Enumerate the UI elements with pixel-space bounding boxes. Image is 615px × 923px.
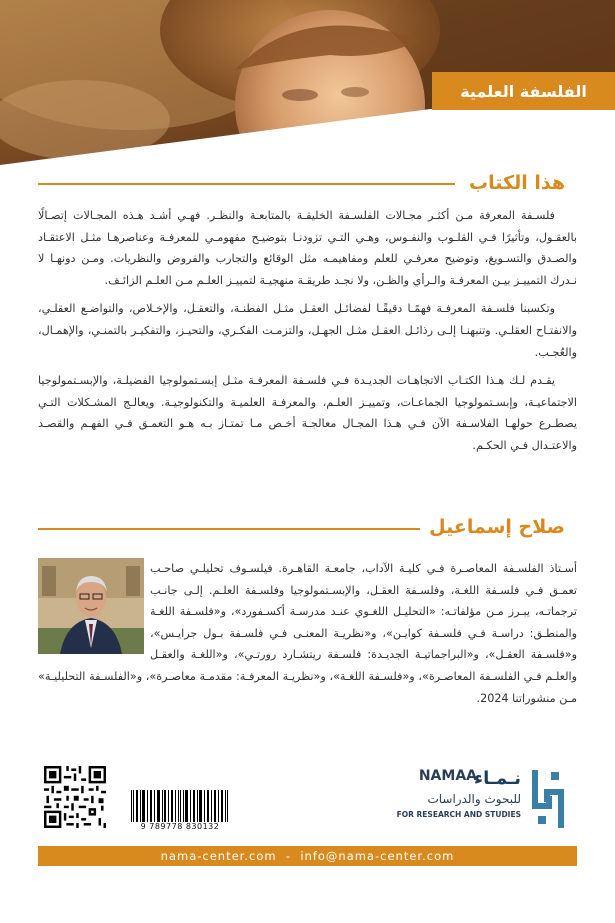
author-title-rule bbox=[38, 528, 420, 530]
namaa-logo-icon bbox=[529, 766, 567, 832]
about-text bbox=[38, 205, 577, 464]
publisher-subtitle-en: FOR RESEARCH AND STUDIES bbox=[396, 810, 521, 819]
qr-code bbox=[44, 766, 106, 828]
publisher-subtitle-ar: للبحوث والدراسات bbox=[427, 792, 521, 806]
publisher-name-ar: نـمـاء bbox=[473, 768, 521, 789]
author-name: صلاح إسماعيل bbox=[429, 516, 565, 538]
about-title-rule bbox=[38, 183, 455, 185]
footer-contact-bar bbox=[38, 846, 577, 866]
about-paragraph: فلسـفة المعرفة مـن أكثـر مجـالات الفلسـفة الخليقـة بالمتابعـة والنظـر. فهـي أشـد هـذه المجـالات إتصـالًا بالعقـول، وتأثيرًا فـي القلـوب والنفـوس، وهـي التـي تزودنـا بتوضيـح مفهومـي للمعرفـة وعناصرهـا مثـل الاعتقـاد والصـدق والتسـويغ، وتوضيح معرفـي للعلم ومفاهيمـه مثل الوقائع والتجارب والفروض والنظريات. ومـن دونهـا لا نـدرك التمييـز بيـن المعرفـة والـرأي والظـن، ولا نجـد طريقـة منهجيـة لتمييـز العلـم مـن العلـم الزائـف. bbox=[38, 209, 577, 287]
about-paragraph: وتكسبنا فلسـفة المعرفـة فهمًـا دقيقًـا لفضائـل العقـل مثـل الفطنـة، والتعقـل، والإخـلاص، والتواضـع العقلـي، والانفتـاح العقلـي. وتنبهنـا إلـى رذائـل العقـل مثـل الجهـل، والتزمـت الفكـري، والتحيـز، والتفكيـر بالتمنـي، والإهمـال، والعُجـب. bbox=[38, 302, 577, 359]
series-label: الفلسفة العلمية bbox=[432, 72, 615, 110]
author-bio-text: أسـتاذ الفلسـفة المعاصـرة فـي كليـة الآداب، جامعـة القاهـرة. فيلسـوف تحليلـي صاحـب تعمـق فـي فلسـفة اللغـة، وفلسـفة العقـل، والإبسـتمولوجيا وفلسـفة العلـم. إلـى جانـب ترجماتـه، يبـرز مـن مؤلفاتـه: «التحليـل اللغـوي عنـد مدرسـة أكسـفورد»، و«فلسـفة اللغـة والمنطـق: دراسـة فـي فلسـفة كوايـن»، و«نظريـة المعنـى فـي فلسـفة بـول جرايـس»، و«فلسـفة العقـل»، و«البراجماتيـة الجديـدة: فلسـفة ريتشـارد رورتـي»، و«اللغـة والعقـل والعلـم فـي الفلسـفة المعاصـرة»، و«فلسـفة اللغـة»، و«نظريـة المعرفـة: مقدمـة معاصـرة»، و«الفلسـفة التحليليـة» مـن منشوراتنا 2024. bbox=[38, 562, 577, 705]
about-title: هذا الكتاب bbox=[469, 172, 565, 194]
author-portrait bbox=[38, 558, 144, 654]
about-paragraph: يقـدم لـك هـذا الكتـاب الاتجاهـات الجديـدة فـي فلسـفة المعرفـة مثـل إبسـتمولوجيا الفضيلـة، والإبسـتمولوجيا الاجتماعيـة، وإبسـتمولوجيا الجماعـات، وتمييـز العلـم، والمعرفـة العلميـة والتكنولوجيـة. ويعالـج المشـكلات التـي يصطـرع حولهـا الفلاسـفة الآن فـي هـذا المجـال معالجـة أخـص مـا تمتـاز بـه هـو التعمـق فـي الفهـم والقصـد والاعتـدال فـي الحكـم. bbox=[38, 374, 577, 452]
publisher-name-en: NAMAA bbox=[418, 768, 477, 784]
footer-contact: nama-center.com - info@nama-center.com bbox=[160, 849, 455, 863]
publisher-logo bbox=[347, 766, 567, 838]
author-photo bbox=[38, 558, 144, 654]
isbn-number: 9 789778 830132 bbox=[126, 822, 234, 831]
